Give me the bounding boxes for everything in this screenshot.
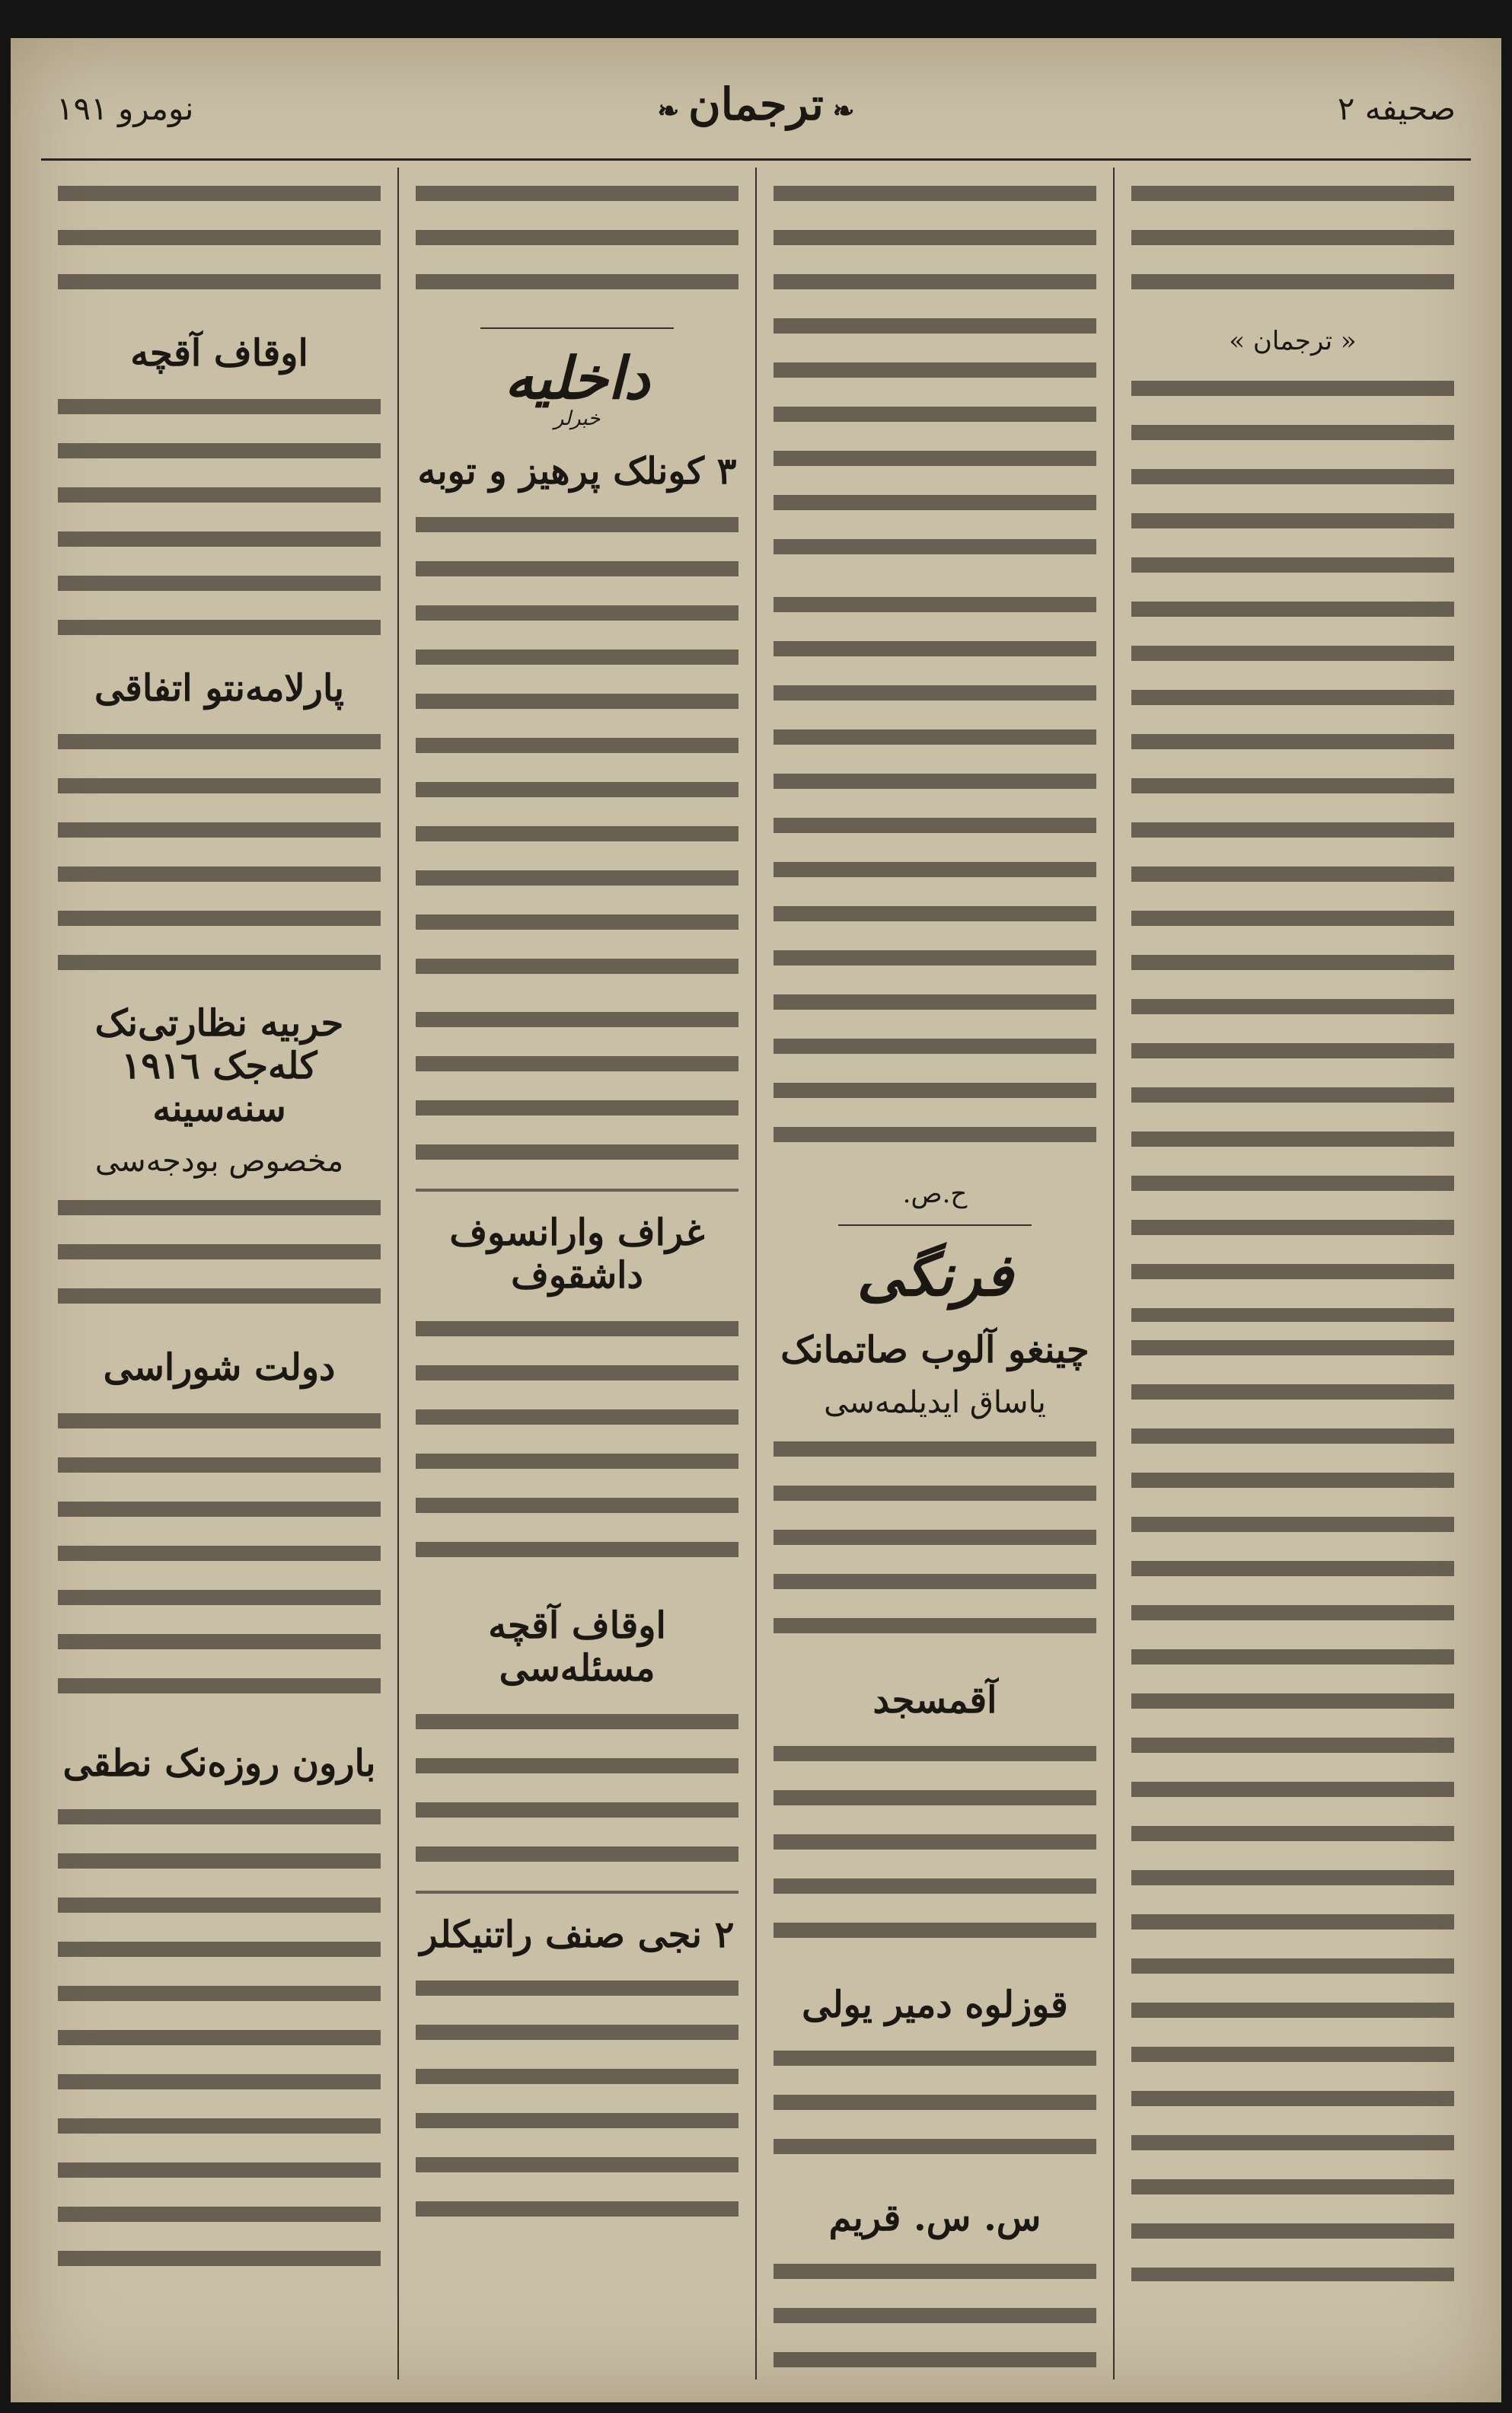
- article-body-parliament: [58, 723, 381, 982]
- article-title-fasting: ٣ کونلک پرهیز و توبه: [417, 450, 737, 493]
- article-body-okaf: [416, 1703, 738, 1894]
- article-title-ssc: س. س. قریم: [828, 2197, 1041, 2239]
- columns: [41, 168, 1471, 2379]
- article-body-chingu: [774, 1431, 1096, 1659]
- article-title-war-ministry: حربیه نظارتی‌نک کله‌جک ١٩١٦ سنه‌سینه: [94, 1002, 344, 1130]
- page-number: صحيفه ٢: [1337, 90, 1456, 127]
- section-heading-foreign: فرنگی: [856, 1241, 1013, 1309]
- column-2-intro: [774, 175, 1096, 579]
- article-body-baron: [58, 1799, 381, 2286]
- article-body-gharaf: [416, 1310, 738, 1585]
- column-2: [755, 168, 1113, 2379]
- article-title-okaf-money: اوقاف آقچه: [130, 332, 308, 375]
- issue-number: نومرو ١٩١: [56, 90, 194, 127]
- article-body-okaf-money: [58, 388, 381, 647]
- article-body-railway: [774, 2040, 1096, 2177]
- column-3: [397, 168, 755, 2379]
- article-title-gharaf: غراف وارانسوف داشقوف: [449, 1211, 705, 1297]
- article-subtitle-chingu: یاساق ایدیلمه‌سی: [824, 1385, 1046, 1420]
- article-title-okaf: اوقاف آقچه مسئله‌سی: [488, 1604, 666, 1690]
- column-4-intro: [58, 175, 381, 312]
- article-body-akmesjid: [774, 1735, 1096, 1964]
- column-4: [41, 168, 397, 2379]
- column-1-body-2: [1131, 1329, 1454, 2281]
- article-title-baron: بارون روزه‌نک نطقی: [62, 1742, 376, 1785]
- section-heading-domestic: داخلیه: [504, 344, 650, 412]
- article-body-fasting: [416, 506, 738, 994]
- article-body-state-council: [58, 1403, 381, 1722]
- article-title-railway: قوزلوه دمیر یولی: [802, 1984, 1068, 2026]
- article-body-war-ministry: [58, 1189, 381, 1326]
- masthead: [41, 59, 1471, 161]
- column-1: [1113, 168, 1471, 2379]
- column-2-signature: ح.ص.: [902, 1179, 968, 1209]
- article-body-ssc: [774, 2253, 1096, 2379]
- divider: [480, 327, 674, 329]
- article-title-parliament: پارلامه‌نتو اتفاقی: [94, 667, 344, 710]
- article-body-fasting-2: [416, 1001, 738, 1192]
- article-title-state-council: دولت شوراسی: [103, 1346, 336, 1389]
- section-heading-note: خبرلر: [553, 407, 601, 430]
- column-1-intro: [1131, 175, 1454, 312]
- column-3-intro: [416, 175, 738, 312]
- column-1-signature: « ترجمان »: [1229, 326, 1357, 356]
- column-2-body: [774, 586, 1096, 1165]
- column-1-body: [1131, 370, 1454, 1322]
- article-subtitle-war-ministry: مخصوص بودجه‌سی: [94, 1144, 344, 1179]
- article-title-class2: ٢ نجی صنف راتنیکلر: [419, 1913, 735, 1956]
- divider: [838, 1224, 1032, 1226]
- article-title-chingu: چینغو آلوب صاتمانک: [780, 1329, 1089, 1371]
- newspaper-title: ❧ ترجمان ❧: [649, 78, 864, 130]
- article-body-class2: [416, 1970, 738, 2244]
- article-title-akmesjid: آقمسجد: [872, 1679, 997, 1722]
- newspaper-page: [11, 38, 1501, 2402]
